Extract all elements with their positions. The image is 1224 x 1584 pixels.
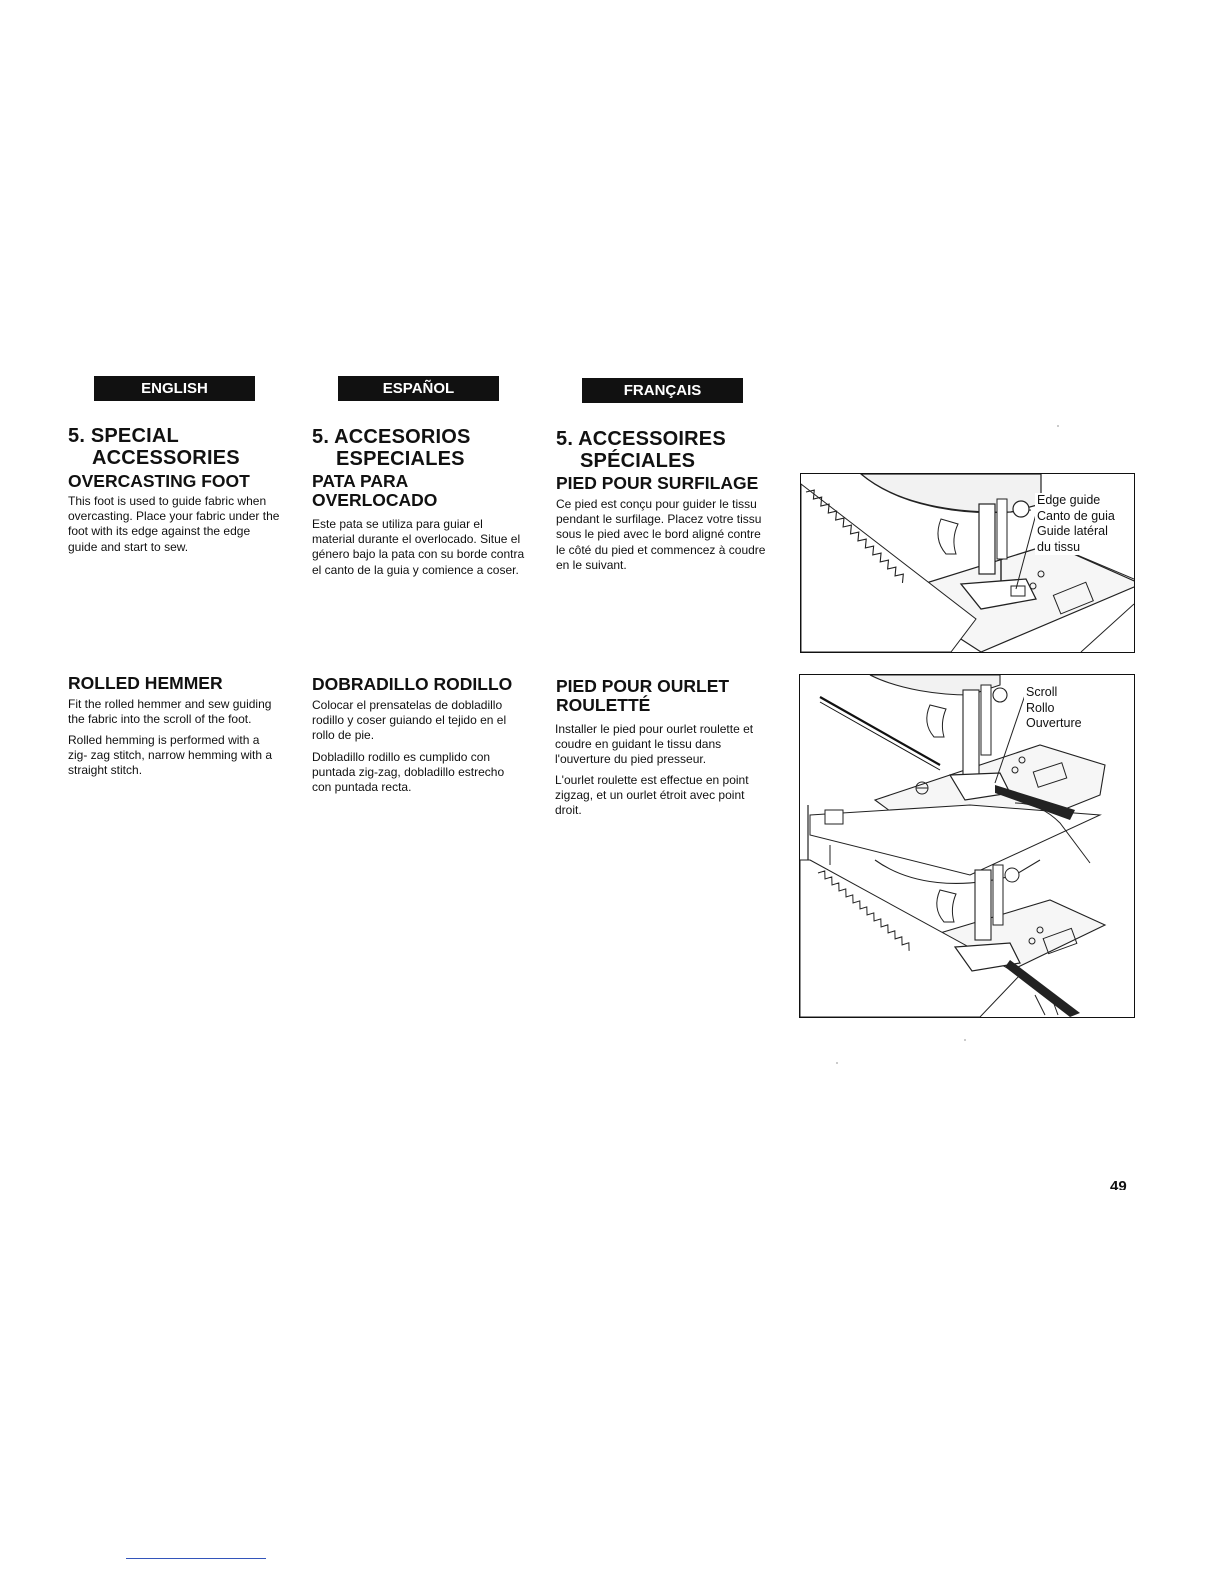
- french-rolled-heading-line2: ROULETTÉ: [556, 695, 651, 715]
- french-section-title-line1: 5. ACCESSOIRES: [556, 428, 726, 450]
- du-tissu-label: du tissu: [1037, 539, 1081, 554]
- scroll-label: Scroll: [1026, 685, 1058, 699]
- spanish-overcasting-heading-line2: OVERLOCADO: [312, 490, 438, 510]
- overcasting-figure-labels: [1035, 493, 1117, 555]
- spanish-overcasting-heading: [312, 472, 437, 510]
- french-overcasting-text: Ce pied est conçu pour guider le tissu pendant le surfilage. Placez votre tissu sous le pied avec le bord aligné contre le côté du pied et commencez à coudre en le suivant.: [556, 497, 766, 572]
- spanish-rolled-text-2: Dobladillo rodillo es cumplido con puntada zig-zag, dobladillo estrecho con puntada recta.: [312, 750, 505, 795]
- rollo-label: Rollo: [1026, 700, 1055, 715]
- scan-speck: [964, 1039, 966, 1041]
- spanish-overcasting-heading-line1: PATA PARA: [312, 471, 409, 491]
- overcasting-foot-figure: [800, 473, 1135, 653]
- edge-guide-label: Edge guide: [1037, 493, 1101, 507]
- french-rolled-heading: [556, 677, 729, 715]
- spanish-section-title: [312, 426, 471, 470]
- tab-spanish: ESPAÑOL: [338, 376, 499, 401]
- spanish-rolled-text-1: Colocar el prensatelas de dobladillo rodillo y coser guiando el tejido en el rollo de pie.: [312, 698, 507, 743]
- rolled-hemmer-figure: [799, 674, 1135, 1018]
- english-rolled-heading: ROLLED HEMMER: [68, 673, 223, 693]
- french-section-title-line2: SPÉCIALES: [580, 450, 696, 472]
- spanish-section-title-line2: ESPECIALES: [336, 448, 465, 470]
- english-rolled-text-1: Fit the rolled hemmer and sew guiding the fabric into the scroll of the foot.: [68, 697, 272, 727]
- french-section-title: [556, 428, 726, 472]
- french-rolled-text-2: L'ourlet roulette est effectue en point zigzag, et un ourlet étroit avec point droit.: [555, 773, 749, 818]
- footer-rule: [126, 1558, 266, 1559]
- english-rolled-text-2: Rolled hemming is performed with a zig- zag stitch, narrow hemming with a straight stitch.: [68, 733, 273, 778]
- english-section-title: [68, 425, 240, 469]
- rolled-hemmer-illustration: [800, 675, 1134, 1017]
- french-rolled-heading-line1: PIED POUR OURLET: [556, 676, 730, 696]
- canto-de-guia-label: Canto de guia: [1037, 508, 1115, 523]
- french-overcasting-heading: PIED POUR SURFILAGE: [556, 473, 759, 493]
- english-overcasting-heading: OVERCASTING FOOT: [68, 471, 250, 491]
- page-number: 49: [1110, 1178, 1127, 1190]
- rolled-figure-labels: [1024, 685, 1084, 732]
- guide-lateral-label: Guide latéral: [1037, 524, 1108, 538]
- french-rolled-text-1: Installer le pied pour ourlet roulette et coudre en guidant le tissu dans l'ouverture du pied presseur.: [555, 722, 754, 767]
- scan-speck: [836, 1062, 838, 1064]
- ouverture-label: Ouverture: [1026, 716, 1082, 730]
- scan-speck: [1057, 425, 1059, 427]
- spanish-section-title-line1: 5. ACCESORIOS: [312, 426, 471, 448]
- english-overcasting-text: This foot is used to guide fabric when overcasting. Place your fabric under the foot with its edge against the edge guide and start to sew.: [68, 494, 280, 554]
- english-section-title-line2: ACCESSORIES: [92, 447, 240, 469]
- english-section-title-line1: 5. SPECIAL: [68, 425, 179, 447]
- spanish-rolled-heading: DOBRADILLO RODILLO: [312, 674, 513, 694]
- tab-french: FRANÇAIS: [582, 378, 743, 403]
- tab-english: ENGLISH: [94, 376, 255, 401]
- spanish-overcasting-text: Este pata se utiliza para guiar el material durante el overlocado. Situe el género bajo la pata con su borde contra el canto de la guia y comience a coser.: [312, 517, 525, 577]
